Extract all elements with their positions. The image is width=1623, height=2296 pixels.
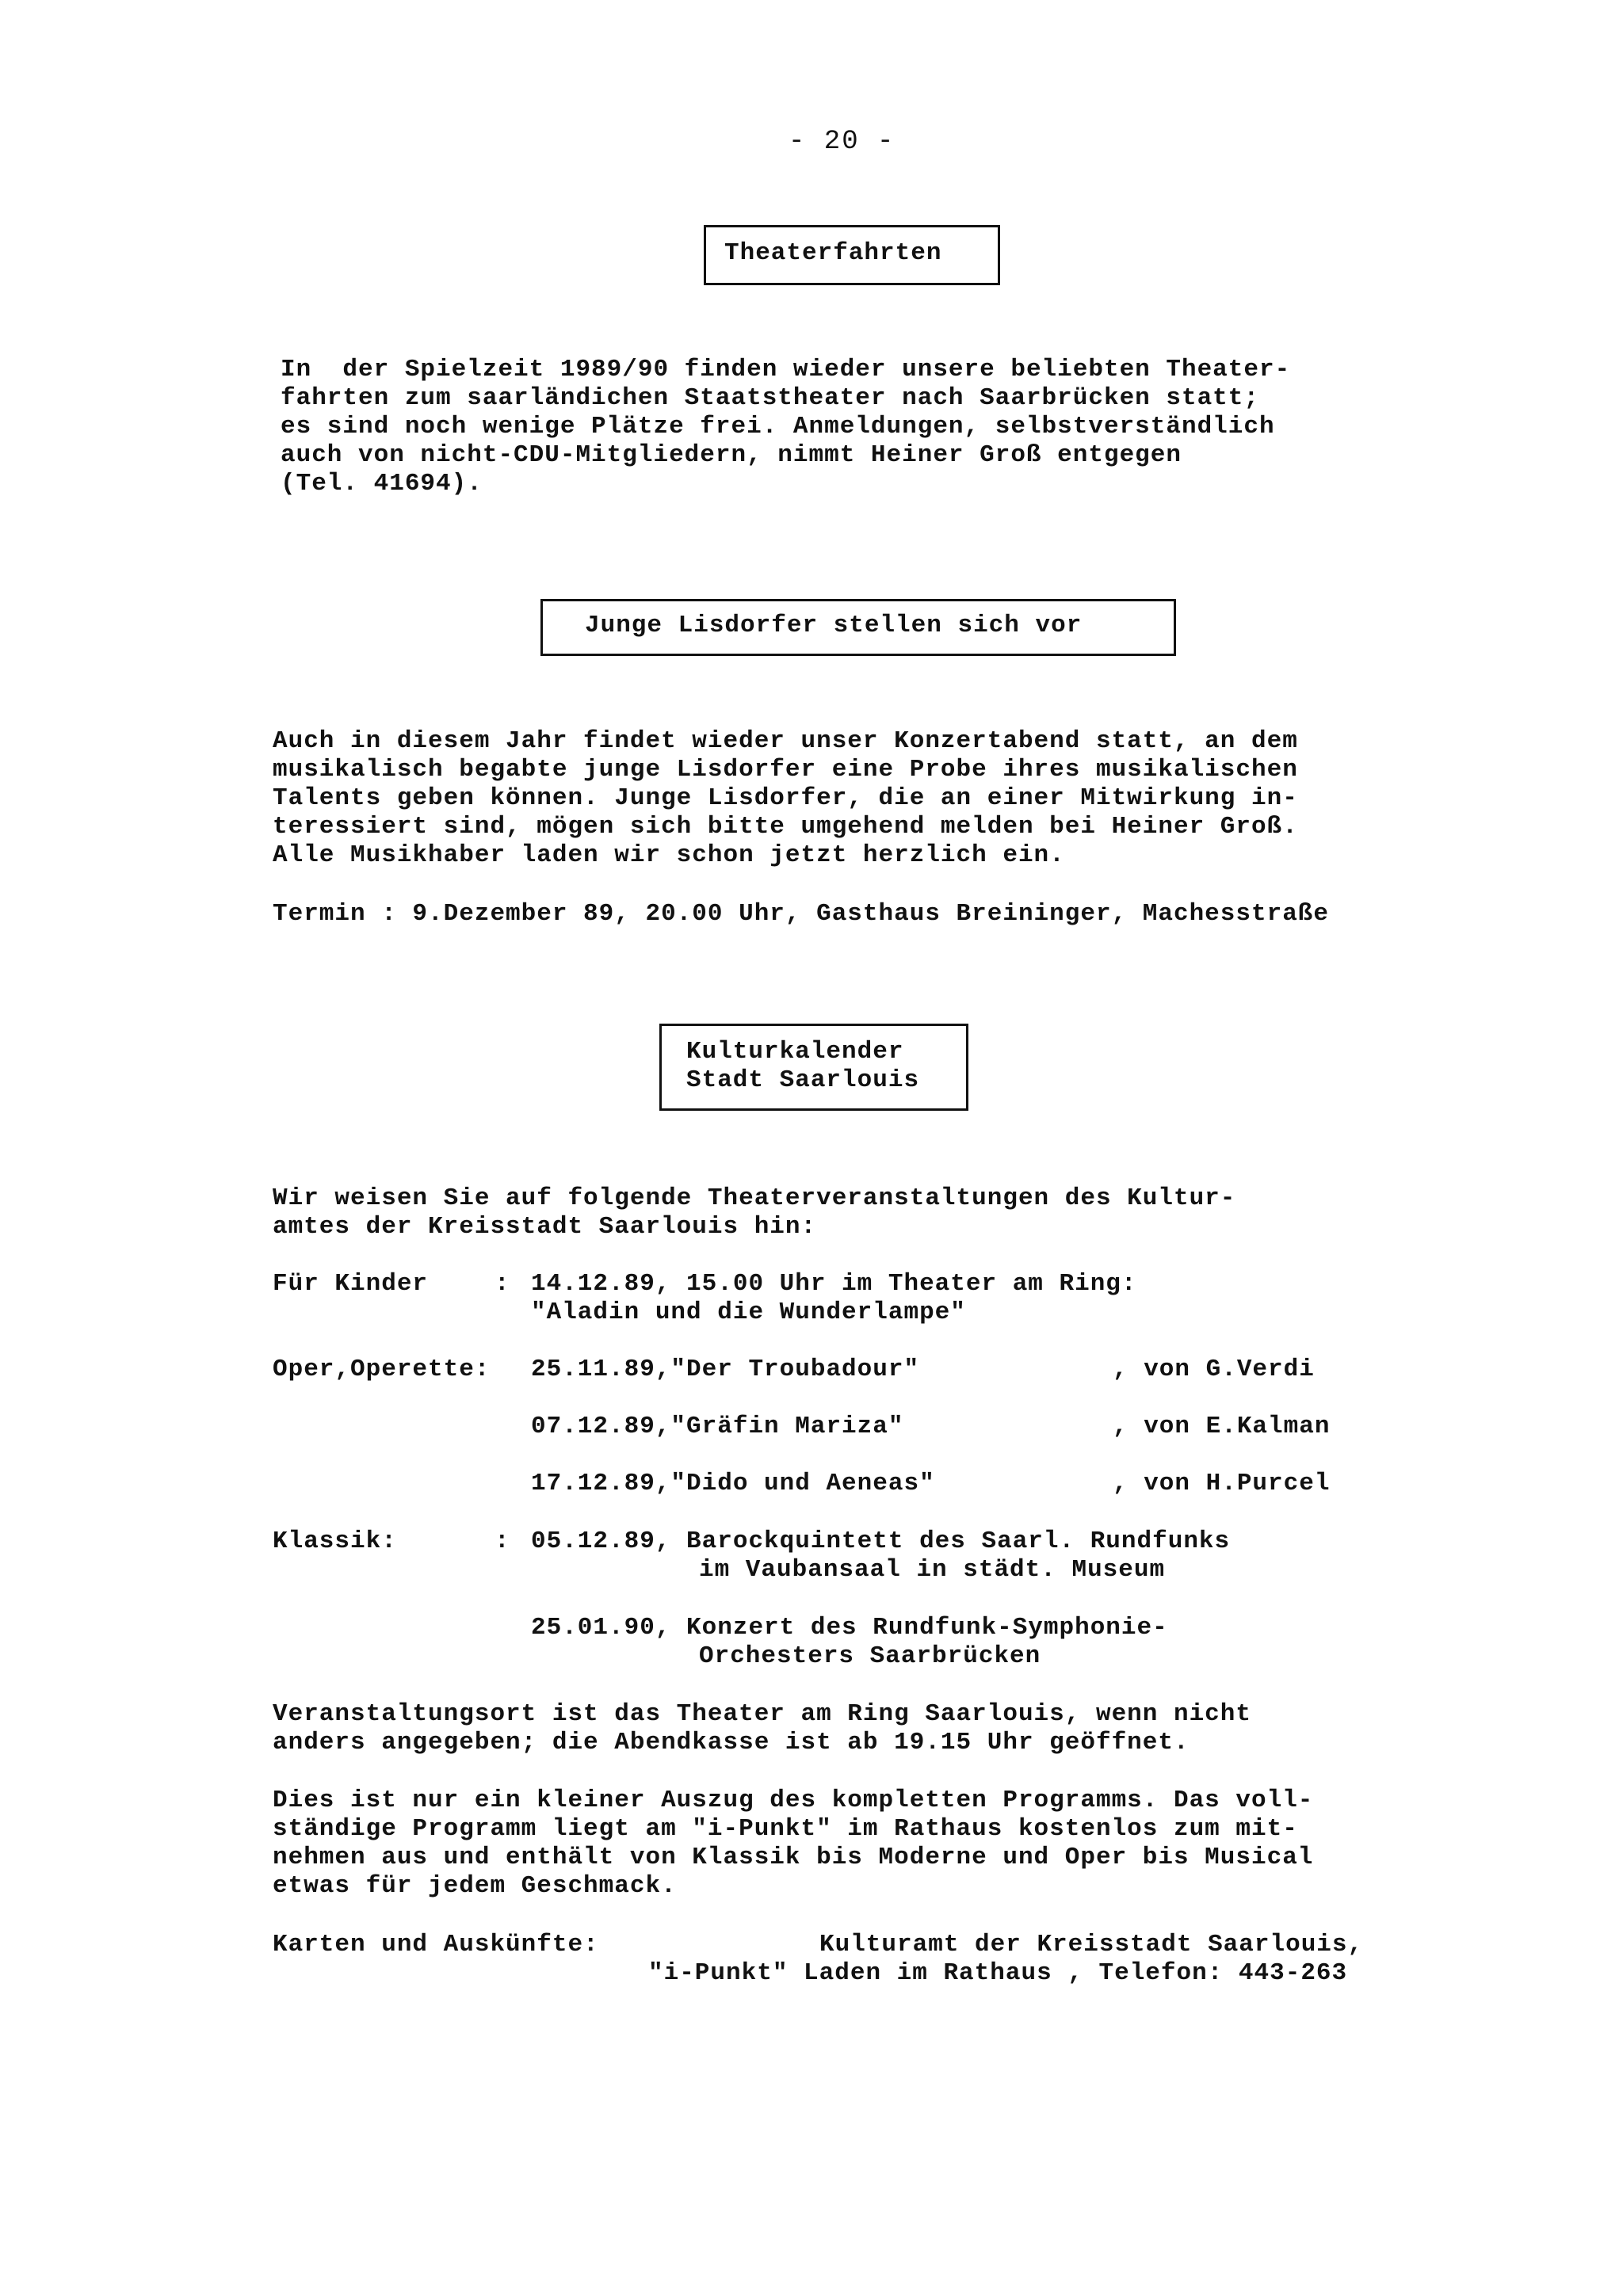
oper-composer: , von E.Kalman [1113, 1413, 1331, 1440]
klassik-entry2-line1: 25.01.90, Konzert des Rundfunk-Symphonie- [531, 1614, 1168, 1642]
kinder-entry-line1: 14.12.89, 15.00 Uhr im Theater am Ring: [531, 1270, 1137, 1298]
paragraph-line: fahrten zum saarländichen Staatstheater nach Saarbrücken statt; [281, 384, 1259, 412]
klassik-entry2-line2: Orchesters Saarbrücken [699, 1642, 1041, 1670]
paragraph-line: Veranstaltungsort ist das Theater am Ring Saarlouis, wenn nicht [273, 1700, 1251, 1728]
paragraph-line: musikalisch begabte junge Lisdorfer eine Probe ihres musikalischen [273, 756, 1298, 784]
oper-label: Oper,Operette: [273, 1356, 491, 1383]
paragraph-line: Talents geben können. Junge Lisdorfer, die an einer Mitwirkung in- [273, 784, 1298, 812]
kinder-colon: : [495, 1270, 510, 1298]
paragraph-line: amtes der Kreisstadt Saarlouis hin: [273, 1213, 817, 1241]
karten-line1: Kulturamt der Kreisstadt Saarlouis, [819, 1931, 1364, 1958]
paragraph-line: auch von nicht-CDU-Mitgliedern, nimmt Heiner Groß entgegen [281, 441, 1182, 469]
paragraph-line: Dies ist nur ein kleiner Auszug des kompletten Programms. Das voll- [273, 1787, 1314, 1814]
theater-heading: Theaterfahrten [724, 239, 942, 267]
karten-line2: "i-Punkt" Laden im Rathaus , Telefon: 443-263 [648, 1959, 1348, 1987]
kultur-heading-line1: Kulturkalender [686, 1038, 904, 1066]
paragraph-line: teressiert sind, mögen sich bitte umgehend melden bei Heiner Groß. [273, 813, 1298, 841]
oper-entry: 25.11.89,"Der Troubadour" [531, 1356, 920, 1383]
karten-label: Karten und Auskünfte: [273, 1931, 599, 1958]
paragraph-line: Alle Musikhaber laden wir schon jetzt herzlich ein. [273, 841, 1065, 869]
oper-composer: , von G.Verdi [1113, 1356, 1315, 1383]
klassik-entry1-line2: im Vaubansaal in städt. Museum [699, 1556, 1166, 1584]
paragraph-line: etwas für jedem Geschmack. [273, 1872, 677, 1900]
paragraph-line: Wir weisen Sie auf folgende Theaterveranstaltungen des Kultur- [273, 1184, 1236, 1212]
paragraph-line: es sind noch wenige Plätze frei. Anmeldungen, selbstverständlich [281, 413, 1275, 441]
junge-heading: Junge Lisdorfer stellen sich vor [585, 612, 1083, 639]
kinder-label: Für Kinder [273, 1270, 429, 1298]
klassik-label: Klassik: [273, 1527, 397, 1555]
termin-line: Termin : 9.Dezember 89, 20.00 Uhr, Gasthaus Breininger, Machesstraße [273, 900, 1330, 928]
oper-composer: , von H.Purcel [1113, 1470, 1331, 1497]
oper-entry: 17.12.89,"Dido und Aeneas" [531, 1470, 935, 1497]
oper-entry: 07.12.89,"Gräfin Mariza" [531, 1413, 904, 1440]
page-number: - 20 - [789, 127, 896, 157]
paragraph-line: nehmen aus und enthält von Klassik bis Moderne und Oper bis Musical [273, 1844, 1314, 1871]
klassik-colon: : [495, 1527, 510, 1555]
paragraph-line: In der Spielzeit 1989/90 finden wieder unsere beliebten Theater- [281, 356, 1291, 383]
paragraph-line: Auch in diesem Jahr findet wieder unser Konzertabend statt, an dem [273, 727, 1298, 755]
paragraph-line: (Tel. 41694). [281, 470, 483, 498]
kinder-entry-line2: "Aladin und die Wunderlampe" [531, 1299, 966, 1326]
paragraph-line: ständige Programm liegt am "i-Punkt" im Rathaus kostenlos zum mit- [273, 1815, 1298, 1843]
kultur-heading-line2: Stadt Saarlouis [686, 1066, 920, 1094]
klassik-entry1-line1: 05.12.89, Barockquintett des Saarl. Rundfunks [531, 1527, 1231, 1555]
paragraph-line: anders angegeben; die Abendkasse ist ab 19.15 Uhr geöffnet. [273, 1729, 1190, 1756]
